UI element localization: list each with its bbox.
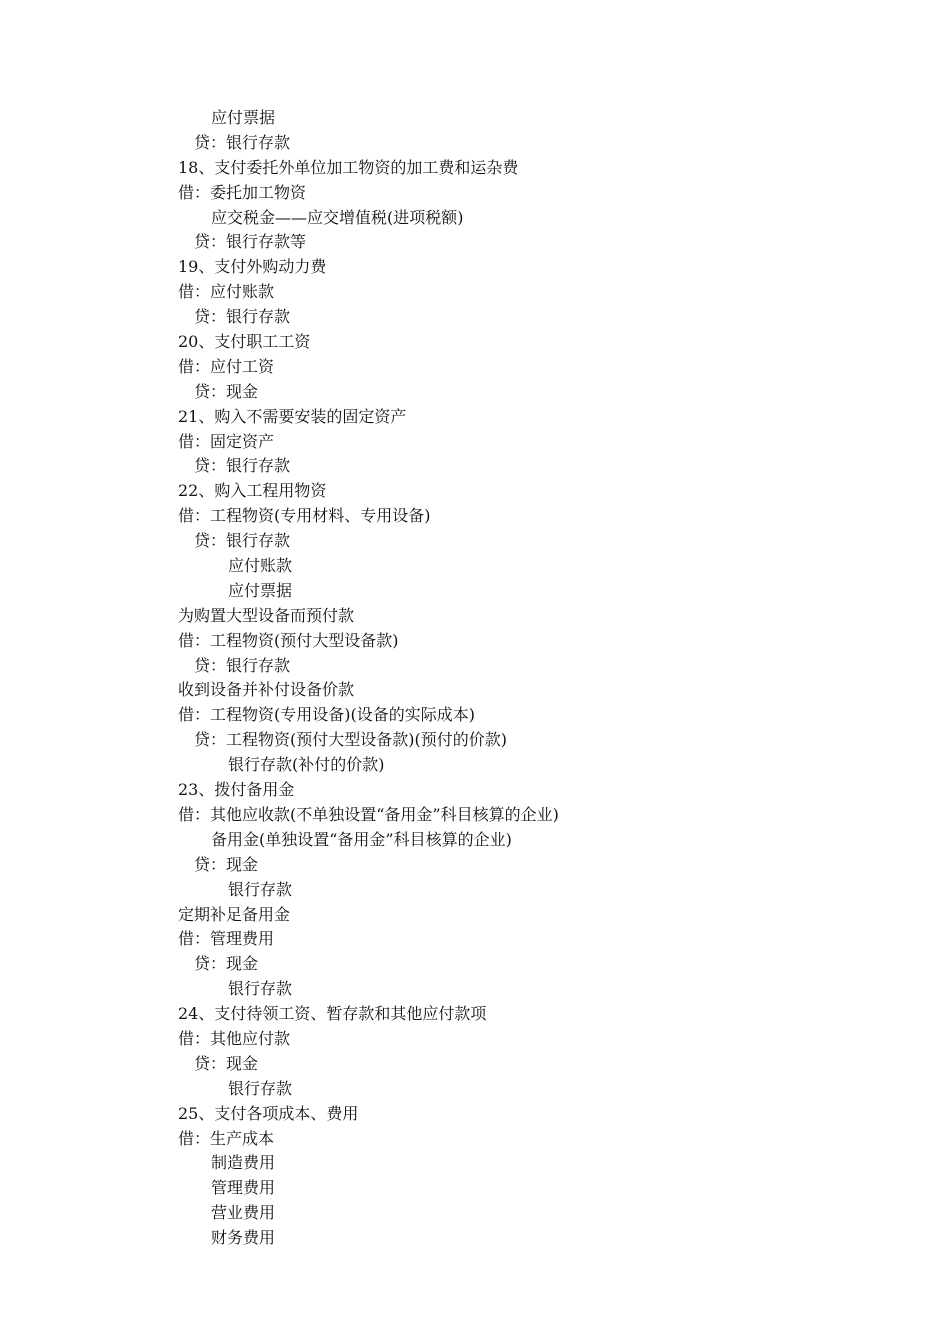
entry-line-credit: 贷：银行存款 [194,531,291,551]
entry-heading: 25、支付各项成本、费用 [178,1103,359,1123]
entry-line-account: 银行存款 [228,879,293,899]
entry-line-credit: 贷：银行存款 [194,307,291,327]
entry-subheading: 定期补足备用金 [178,904,291,924]
entry-line-credit: 贷：现金 [194,854,259,874]
entry-heading: 20、支付职工工资 [178,332,311,352]
entry-heading: 24、支付待领工资、暂存款和其他应付款项 [178,1004,487,1024]
entry-line-account: 银行存款 [228,1078,293,1098]
entry-line-credit: 贷：现金 [194,1053,259,1073]
entry-line-account: 制造费用 [211,1153,276,1173]
entry-line-debit: 借：工程物资(专用设备)(设备的实际成本) [178,705,475,725]
journal-entries [178,106,898,1251]
entry-line-account: 财务费用 [211,1228,276,1248]
entry-line-debit: 借：委托加工物资 [178,182,307,202]
entry-line-credit: 贷：银行存款 [194,456,291,476]
entry-line-debit: 借：工程物资(专用材料、专用设备) [178,506,431,526]
entry-line-account: 应付票据 [228,580,293,600]
entry-line-debit: 借：应付账款 [178,282,275,302]
entry-line-account: 管理费用 [211,1178,276,1198]
entry-line-credit: 贷：工程物资(预付大型设备款)(预付的价款) [194,730,507,750]
entry-line-debit: 借：管理费用 [178,929,275,949]
entry-line-debit: 借：其他应收款(不单独设置“备用金”科目核算的企业) [178,804,559,824]
entry-line-account: 备用金(单独设置“备用金”科目核算的企业) [211,829,512,849]
entry-line-debit: 借：应付工资 [178,356,275,376]
entry-heading: 22、购入工程用物资 [178,481,327,501]
entry-heading: 19、支付外购动力费 [178,257,327,277]
entry-line-account: 应交税金——应交增值税(进项税额) [211,207,464,227]
entry-line-debit: 借：工程物资(预付大型设备款) [178,630,399,650]
entry-line-account: 应付票据 [211,108,276,127]
entry-line-debit: 借：其他应付款 [178,1028,291,1048]
entry-line-credit: 贷：银行存款 [194,132,291,152]
entry-line-debit: 借：生产成本 [178,1128,275,1148]
entry-line-credit: 贷：现金 [194,381,259,401]
entry-heading: 23、拨付备用金 [178,780,295,800]
entry-heading: 21、购入不需要安装的固定资产 [178,406,407,426]
entry-line-debit: 借：固定资产 [178,431,275,451]
entry-line-account: 银行存款 [228,979,293,999]
entry-line-credit: 贷：银行存款 [194,655,291,675]
entry-line-credit: 贷：现金 [194,954,259,974]
entry-line-account: 银行存款(补付的价款) [228,755,385,775]
entry-line-credit: 贷：银行存款等 [194,232,307,252]
entry-line-account: 应付账款 [228,556,293,576]
entry-line-account: 营业费用 [211,1203,276,1223]
entry-subheading: 为购置大型设备而预付款 [178,605,355,625]
entry-heading: 18、支付委托外单位加工物资的加工费和运杂费 [178,157,519,177]
entry-subheading: 收到设备并补付设备价款 [178,680,355,700]
